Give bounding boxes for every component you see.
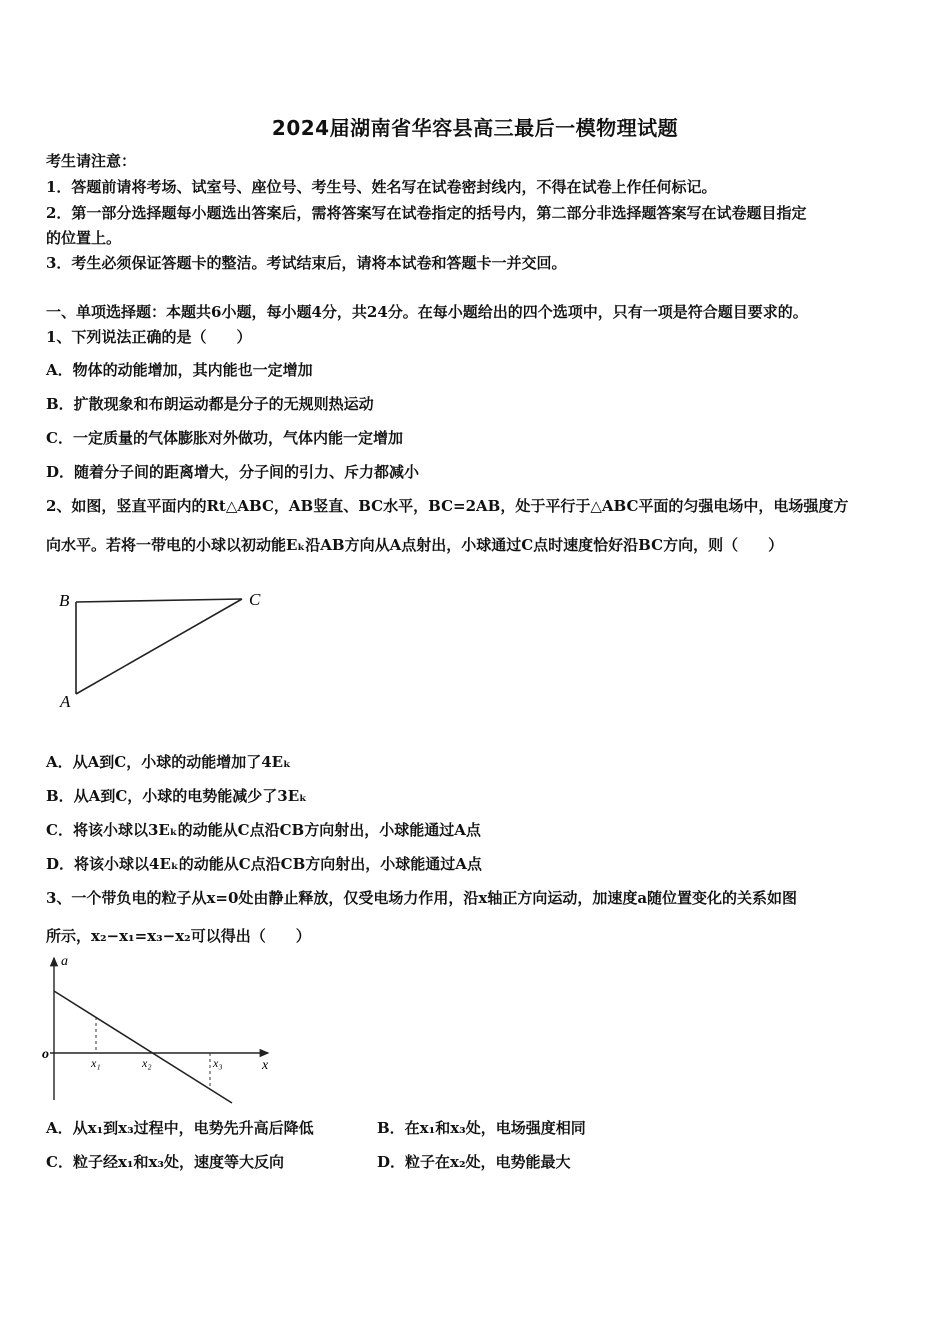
q1-option-a: A．物体的动能增加，其内能也一定增加 bbox=[46, 361, 313, 379]
q3-stem-line1: 3、一个带负电的粒子从x=0处由静止释放，仅受电场力作用，沿x轴正方向运动，加速度a随位置变化的关系如图 bbox=[46, 889, 798, 907]
q1-stem: 1、下列说法正确的是（ ） bbox=[46, 328, 252, 346]
vertex-label-b: B bbox=[59, 591, 70, 610]
vertex-label-c: C bbox=[249, 590, 261, 609]
a-x-line bbox=[54, 991, 232, 1103]
notice-item-2: 2．第一部分选择题每小题选出答案后，需将答案写在试卷指定的括号内，第二部分非选择题答案写在试卷题目指定 bbox=[46, 204, 807, 222]
q1-option-b: B．扩散现象和布朗运动都是分子的无规则热运动 bbox=[46, 395, 374, 413]
q3-stem-line2: 所示，x₂−x₁=x₃−x₂可以得出（ ） bbox=[46, 927, 311, 945]
vertex-label-a: A bbox=[60, 692, 71, 711]
triangle-side-bc bbox=[76, 599, 242, 602]
q2-option-a: A．从A到C，小球的动能增加了4Eₖ bbox=[46, 753, 291, 771]
triangle-side-ac bbox=[76, 599, 242, 694]
q3-option-a: A．从x₁到x₃过程中，电势先升高后降低 bbox=[46, 1119, 314, 1137]
q2-option-c: C．将该小球以3Eₖ的动能从C点沿CB方向射出，小球能通过A点 bbox=[46, 821, 481, 839]
q3-acceleration-graph bbox=[40, 952, 280, 1108]
q2-option-b: B．从A到C，小球的电势能减少了3Eₖ bbox=[46, 787, 307, 805]
q1-option-d: D．随着分子间的距离增大，分子间的引力、斥力都减小 bbox=[46, 463, 420, 481]
page-title: 2024届湖南省华容县高三最后一模物理试题 bbox=[271, 116, 679, 140]
q3-option-c: C．粒子经x₁和x₃处，速度等大反向 bbox=[46, 1153, 284, 1171]
x3-label: x₃ bbox=[213, 1056, 223, 1070]
q3-option-d: D．粒子在x₂处，电势能最大 bbox=[377, 1153, 571, 1171]
notice-heading: 考生请注意： bbox=[46, 152, 137, 170]
q2-stem-line2: 向水平。若将一带电的小球以初动能Eₖ沿AB方向从A点射出，小球通过C点时速度恰好沿BC方向，则（ ） bbox=[46, 536, 784, 554]
q2-triangle-figure bbox=[46, 582, 276, 722]
x2-label: x₂ bbox=[142, 1056, 152, 1070]
q2-stem-line1: 2、如图，竖直平面内的Rt△ABC，AB竖直、BC水平，BC=2AB，处于平行于△ABC平面的匀强电场中，电场强度方 bbox=[46, 497, 849, 515]
x1-label: x₁ bbox=[91, 1056, 101, 1070]
q1-option-c: C．一定质量的气体膨胀对外做功，气体内能一定增加 bbox=[46, 429, 403, 447]
q3-option-b: B．在x₁和x₃处，电场强度相同 bbox=[377, 1119, 586, 1137]
a-axis-label: a bbox=[61, 954, 68, 969]
q2-option-d: D．将该小球以4Eₖ的动能从C点沿CB方向射出，小球能通过A点 bbox=[46, 855, 482, 873]
x-axis-label: x bbox=[262, 1058, 269, 1073]
notice-item-3: 3．考生必须保证答题卡的整洁。考试结束后，请将本试卷和答题卡一并交回。 bbox=[46, 254, 567, 272]
notice-item-1: 1．答题前请将考场、试室号、座位号、考生号、姓名写在试卷密封线内，不得在试卷上作任何标记。 bbox=[46, 178, 717, 196]
section-heading: 一、单项选择题：本题共6小题，每小题4分，共24分。在每小题给出的四个选项中，只有一项是符合题目要求的。 bbox=[46, 303, 808, 321]
notice-item-2-cont: 的位置上。 bbox=[46, 229, 122, 247]
origin-label: o bbox=[42, 1047, 49, 1062]
